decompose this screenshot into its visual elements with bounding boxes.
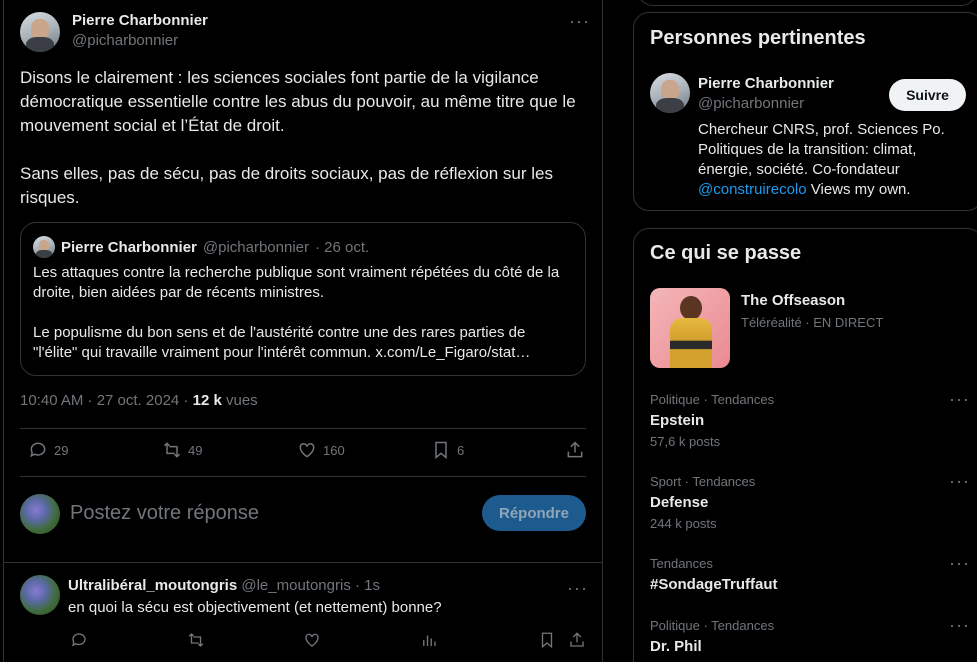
trend-more-icon[interactable]: ··· — [949, 389, 970, 409]
divider — [20, 476, 586, 477]
retweet-icon[interactable] — [187, 631, 205, 649]
trend-category: Politique · Tendances — [650, 392, 775, 407]
reply-composer — [20, 494, 586, 534]
author-handle[interactable]: @picharbonnier — [72, 32, 179, 49]
trend-count: 57,6 k posts — [650, 434, 721, 449]
trend-name: Epstein — [650, 412, 705, 429]
quoted-author-handle: @picharbonnier — [202, 238, 309, 256]
bookmark-button[interactable] — [431, 440, 464, 460]
reply-button[interactable] — [28, 440, 68, 460]
quoted-paragraph-1: Les attaques contre la recherche publique sont vraiment répétées du côté de la droite, bien aidées par de récents ministres. — [33, 264, 560, 301]
reply-count: 29 — [54, 442, 69, 458]
featured-event-category: Téléréalité · EN DIRECT — [741, 315, 884, 330]
trend-item[interactable] — [650, 553, 970, 593]
retweet-button[interactable] — [162, 440, 202, 460]
trend-more-icon[interactable]: ··· — [949, 615, 970, 635]
tweet-paragraph-2: Sans elles, pas de sécu, pas de droits sociaux, pas de réflexion sur les risques. — [20, 164, 553, 207]
relevant-person-handle[interactable]: @picharbonnier — [698, 95, 805, 112]
tweet-header — [20, 12, 590, 52]
retweet-count: 49 — [188, 442, 203, 458]
trend-item[interactable] — [650, 615, 970, 655]
trend-more-icon[interactable]: ··· — [949, 553, 970, 573]
retweet-icon — [162, 440, 182, 460]
main-column — [3, 0, 603, 662]
trend-name: Defense — [650, 494, 709, 511]
trend-item[interactable] — [650, 389, 970, 449]
trend-item[interactable] — [650, 471, 970, 531]
whats-happening-title: Ce qui se passe — [650, 242, 802, 264]
quoted-tweet-header — [33, 235, 369, 259]
quoted-author-avatar — [33, 236, 55, 258]
trend-category: Tendances — [650, 556, 713, 571]
quoted-date: · 26 oct. — [315, 238, 370, 256]
my-avatar[interactable] — [20, 494, 60, 534]
follow-button[interactable]: Suivre — [889, 79, 966, 111]
author-avatar[interactable] — [20, 12, 60, 52]
reply-author-avatar[interactable] — [20, 575, 60, 615]
share-icon — [565, 440, 585, 460]
views-label: vues — [225, 392, 258, 409]
tweet-timestamp[interactable]: 10:40 AM · 27 oct. 2024 · — [20, 392, 189, 409]
views-count: 12 k — [192, 392, 222, 409]
trend-category: Politique · Tendances — [650, 618, 775, 633]
bio-mention-link[interactable]: @construirecolo — [698, 181, 807, 198]
reply-time[interactable]: · 1s — [355, 577, 381, 594]
featured-event-name: The Offseason — [741, 292, 846, 309]
quoted-tweet-text — [33, 263, 573, 383]
reply-input[interactable]: Postez votre réponse — [70, 502, 259, 524]
trend-name: #SondageTruffaut — [650, 576, 778, 593]
heart-icon[interactable] — [303, 631, 321, 649]
reply-header — [68, 577, 380, 594]
reply-submit-button[interactable]: Répondre — [482, 495, 586, 531]
trend-more-icon[interactable]: ··· — [949, 471, 970, 491]
quoted-paragraph-2: Le populisme du bon sens et de l'austérité contre une des rares parties de "l'élite" qui travaille vraiment pour l'intérêt commun. x.com/Le_Figaro/stat… — [33, 324, 531, 361]
tweet-meta — [20, 392, 258, 409]
tweet-actions — [20, 440, 586, 466]
share-icon[interactable] — [568, 631, 586, 649]
quoted-tweet[interactable] — [20, 222, 586, 376]
divider — [20, 428, 586, 429]
like-count: 160 — [323, 442, 345, 458]
reply-author-name[interactable]: Ultralibéral_moutongris — [68, 577, 238, 594]
tweet-paragraph-1: Disons le clairement : les sciences sociales font partie de la vigilance démocratique essentielle contre les abus du pouvoir, au même titre que le mouvement social et l’État de droit. — [20, 68, 576, 135]
quoted-author-name: Pierre Charbonnier — [61, 238, 197, 256]
whats-happening-panel — [633, 228, 977, 662]
tweet-text — [20, 66, 590, 234]
bookmark-count: 6 — [457, 442, 465, 458]
bookmark-icon — [431, 440, 451, 460]
like-button[interactable] — [297, 440, 345, 460]
heart-icon — [297, 440, 317, 460]
author-name[interactable]: Pierre Charbonnier — [72, 12, 208, 29]
reply-icon — [28, 440, 48, 460]
relevant-person-name[interactable]: Pierre Charbonnier — [698, 75, 834, 92]
reply-text: en quoi la sécu est objectivement (et nettement) bonne? — [68, 599, 442, 616]
analytics-icon[interactable] — [420, 631, 438, 649]
reply-more-icon[interactable]: ··· — [567, 578, 588, 598]
reply-icon[interactable] — [70, 631, 88, 649]
trend-category: Sport · Tendances — [650, 474, 756, 489]
featured-event-thumbnail — [650, 288, 730, 368]
bio-text: Chercheur CNRS, prof. Sciences Po. Politiques de la transition: climat, énergie, société. Co-fondateur — [698, 121, 945, 178]
share-button[interactable] — [565, 440, 585, 460]
relevant-people-title: Personnes pertinentes — [650, 27, 866, 49]
more-options-icon[interactable]: ··· — [569, 11, 590, 31]
relevant-person-avatar[interactable] — [650, 73, 690, 113]
reply-tweet[interactable] — [4, 562, 603, 662]
bio-text-end: Views my own. — [806, 181, 911, 198]
search-bar-edge — [637, 0, 977, 6]
reply-author-handle[interactable]: @le_moutongris — [241, 577, 351, 594]
trend-count: 244 k posts — [650, 516, 717, 531]
trend-name: Dr. Phil — [650, 638, 702, 655]
relevant-people-panel — [633, 12, 977, 211]
relevant-person-bio — [698, 120, 968, 200]
bookmark-icon[interactable] — [538, 631, 556, 649]
